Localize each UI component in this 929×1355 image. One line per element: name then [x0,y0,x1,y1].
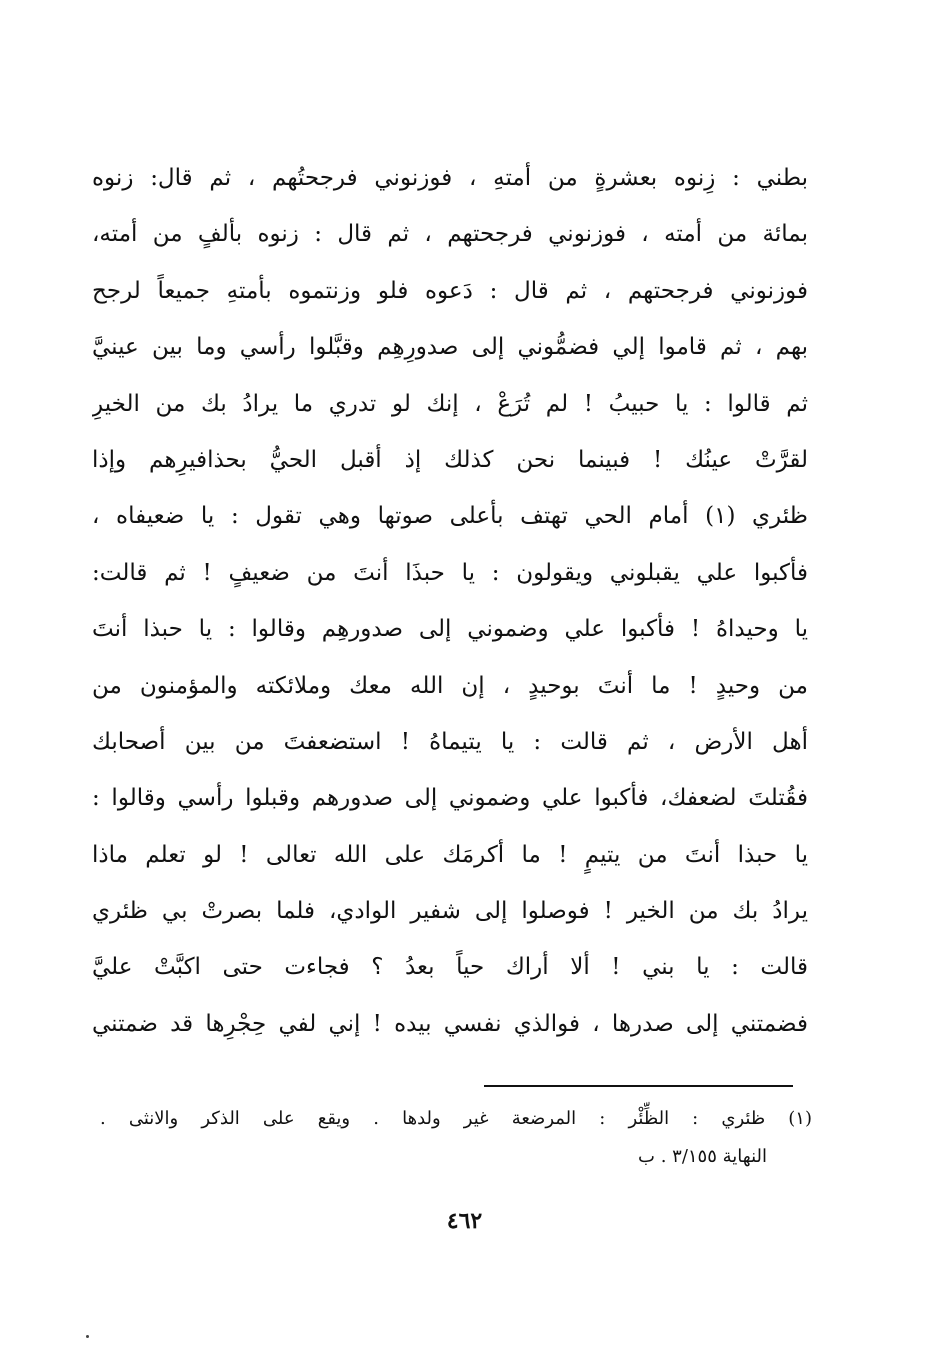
main-text-block [92,150,808,1052]
text-line: فأكبوا علي يقبلوني ويقولون : يا حبذَا أنتَ من ضعيفٍ ! ثم قالت: [92,559,808,586]
footnote-line: (١) ظئري : الظِّئْر : المرضعة غير ولدها . ويقع على الذكر والانثى . [100,1108,812,1129]
text-line: أهل الأرض ، ثم قالت : يا يتيماهُ ! استضعفتَ من بين أصحابك [92,728,808,755]
text-line: يرادُ بك من الخير ! فوصلوا إلى شفير الوادي، فلما بصرتْ بي ظئري [92,898,808,925]
text-line: ظئري (١) أمام الحي تهتف بأعلى صوتها وهي تقول : يا ضعيفاه ، [92,503,808,530]
footnote-block [100,1100,812,1176]
scan-speck [86,1335,89,1338]
text-line: بطني : زِنوه بعشرةٍ من أمتهِ ، فوزنوني فرجحتُهم ، ثم قال: زنوه [92,165,808,191]
footnote-line: النهاية ٣/١٥٥ . ب [638,1146,767,1167]
text-line: بهم ، ثم قاموا إلي فضمُّوني إلى صدورِهِم وقبَّلوا رأسي وما بين عينيَّ [92,334,808,361]
text-line: بمائة من أمته ، فوزنوني فرجحتهم ، ثم قال : زنوه بألفٍ من أمته، [92,221,808,248]
text-line: قالت : يا بني ! ألا أراك حياً بعدُ ؟ فجاءت حتى اكبَّتْ عليَّ [92,954,808,981]
footnote-separator [484,1085,793,1087]
text-line: ثم قالوا : يا حبيبُ ! لم تُرَعْ ، إنك لو تدري ما يرادُ بك من الخيرِ [92,390,808,417]
text-line: فضمتني إلى صدرها ، فوالذي نفسي بيده ! إني لفي حِجْرِها قد ضمتني [92,1010,808,1037]
text-line: يا حبذا أنتَ من يتيمٍ ! ما أكرمَك على الله تعالى ! لو تعلم ماذا [92,841,808,868]
text-line: يا وحيداهُ ! فأكبوا علي وضموني إلى صدورهِم وقالوا : يا حبذا أنتَ [92,616,808,643]
page-number: ٤٦٢ [446,1208,483,1234]
text-line: لقرَّتْ عينُك ! فبينما نحن كذلك إذ أقبل الحيُّ بحذافيرِهم وإذا [92,446,808,473]
text-line: فوزنوني فرجحتهم ، ثم قال : دَعوه فلو وزنتموه بأمتهِ جميعاً لرجح [92,277,808,304]
text-line: من وحيدٍ ! ما أنتَ بوحيدٍ ، إن الله معك وملائكته والمؤمنون من [92,672,808,699]
text-line: فقُتلتَ لضعفك، فأكبوا علي وضموني إلى صدورهم وقبلوا رأسي وقالوا : [92,785,808,812]
